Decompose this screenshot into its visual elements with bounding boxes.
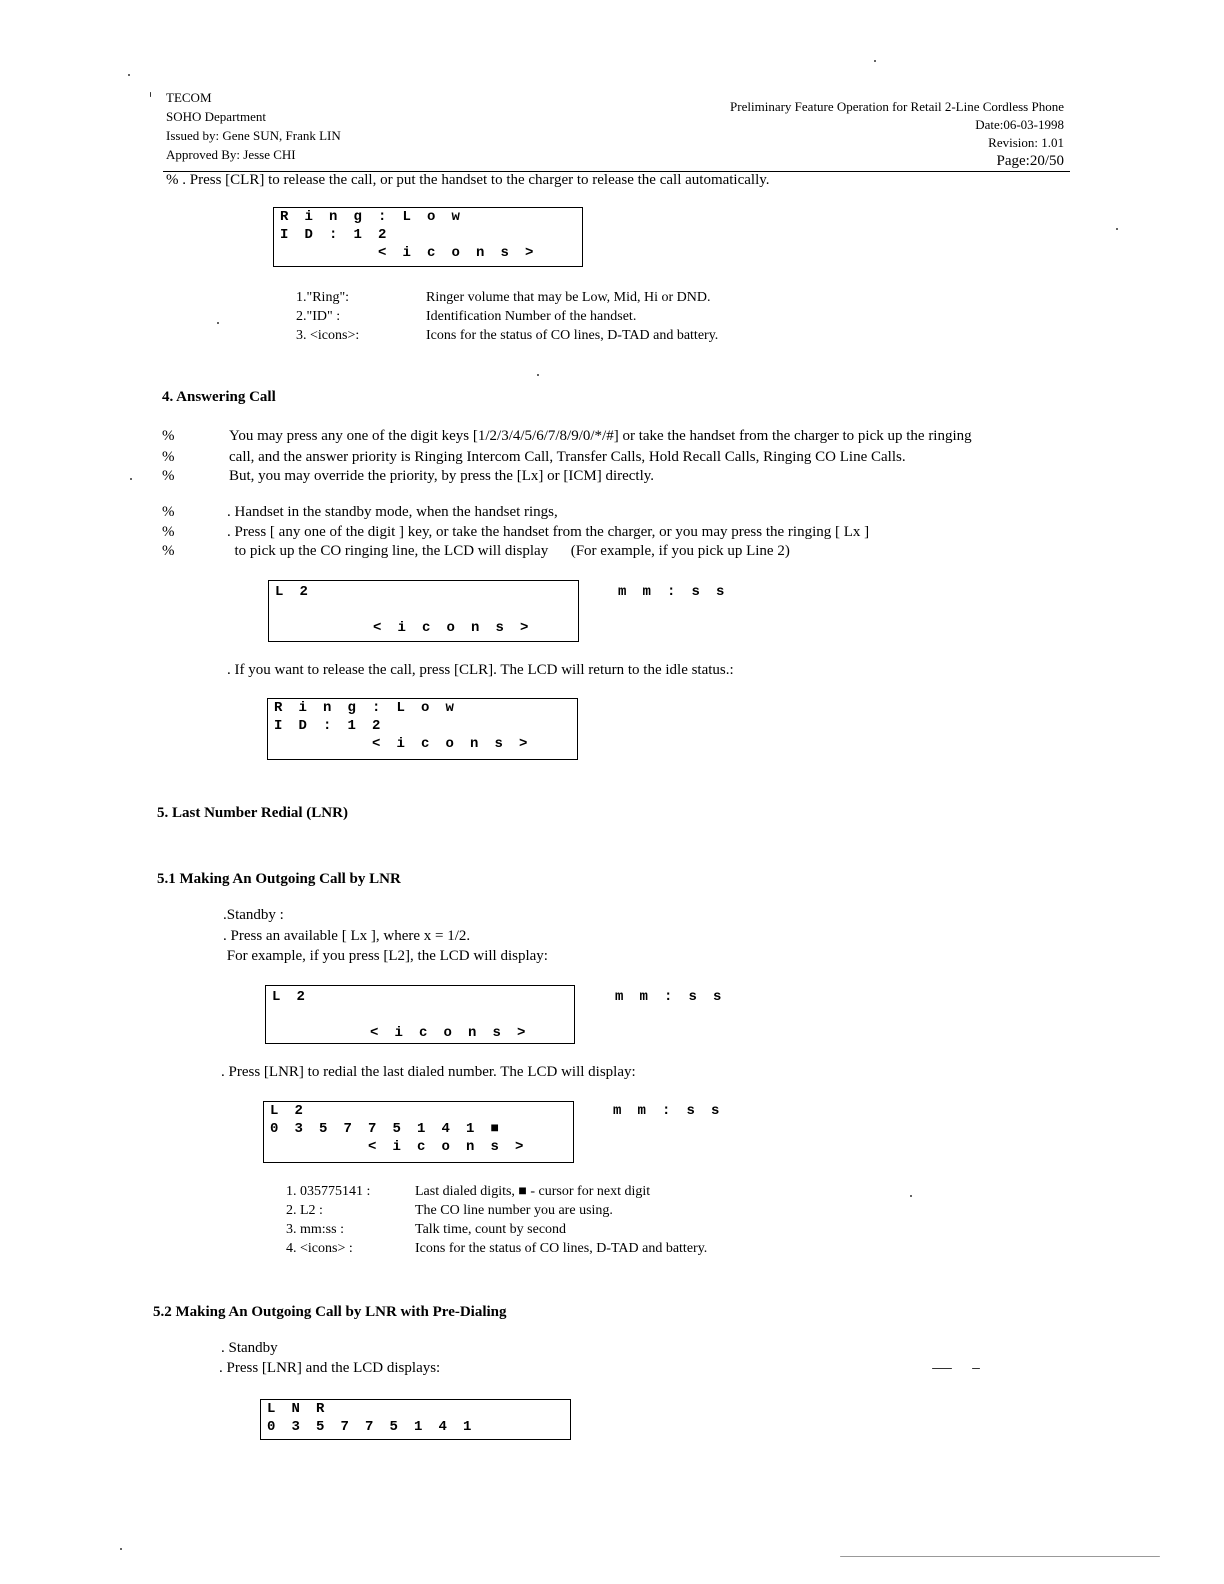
bullet-mark: % (162, 449, 175, 465)
lcd-char: c (419, 1025, 428, 1041)
lcd-char: i (392, 1139, 401, 1155)
lcd-char: 1 (466, 1121, 475, 1137)
section-heading: 5.2 Making An Outgoing Call by LNR with Pre-Dialing (153, 1304, 507, 1320)
lcd-char: o (446, 620, 455, 636)
legend-desc: Icons for the status of CO lines, D-TAD and battery. (426, 328, 719, 343)
lcd-char (274, 735, 299, 753)
legend-desc: Talk time, count by second (415, 1222, 567, 1237)
paragraph-line: call, and the answer priority is Ringing Intercom Call, Transfer Calls, Hold Recall Calls, Ringing CO Line Calls. (229, 449, 906, 465)
lcd-char: 4 (441, 1121, 450, 1137)
lcd-char: s (711, 1103, 720, 1119)
legend-term: 4. <icons> : (286, 1241, 353, 1256)
lcd-char (520, 583, 545, 601)
lcd-char: s (686, 1103, 695, 1119)
lcd-row (266, 988, 722, 1006)
lcd-char (471, 583, 496, 601)
paragraph-line: . Press an available [ Lx ], where x = 1/2. (223, 928, 471, 944)
lcd-char (493, 988, 518, 1006)
lcd-char: < (370, 1025, 379, 1041)
lcd-char: 1 (353, 227, 362, 243)
section-heading: 4. Answering Call (162, 389, 276, 405)
lcd-char: m (615, 989, 624, 1005)
lcd-char: n (468, 1025, 477, 1041)
lcd-char: n (471, 620, 480, 636)
lcd-char: < (378, 245, 387, 261)
lcd-char: o (443, 1025, 452, 1041)
scan-speck (874, 60, 876, 62)
paragraph-line: .Standby : (223, 907, 284, 923)
lcd-char: > (520, 620, 529, 636)
lcd-char: s (691, 584, 700, 600)
lcd-char: 0 (267, 1419, 276, 1435)
lcd-char (348, 735, 373, 753)
scan-speck (910, 1195, 912, 1197)
lcd-char (323, 735, 348, 753)
lcd-char (324, 583, 349, 601)
lcd-char: 0 (270, 1121, 279, 1137)
lcd-char (566, 988, 591, 1006)
lcd-char (275, 601, 300, 619)
lcd-char: 3 (294, 1121, 303, 1137)
legend-term: 2."ID" : (296, 309, 341, 324)
lcd-row (268, 699, 577, 717)
lcd-char: m (642, 584, 651, 600)
lcd-char: : (323, 718, 332, 734)
lcd-char (344, 1138, 369, 1156)
document-revision: Revision: 1.01 (988, 135, 1064, 150)
lcd-display-talk (265, 985, 722, 1044)
lcd-char: 1 (414, 1419, 423, 1435)
lcd-char (329, 244, 354, 262)
lcd-char (300, 619, 325, 637)
lcd-char: w (445, 700, 454, 716)
lcd-char: n (470, 736, 479, 752)
lcd-char: 1 (463, 1419, 472, 1435)
lcd-display-lnr (260, 1399, 571, 1440)
lcd-char: D (304, 227, 313, 243)
lcd-char (370, 988, 395, 1006)
lcd-char: i (402, 245, 411, 261)
scan-speck (537, 374, 539, 376)
lcd-char: m (637, 1103, 646, 1119)
lcd-char (270, 1138, 295, 1156)
lcd-char: : (329, 227, 338, 243)
lcd-char: N (291, 1401, 300, 1417)
lcd-char: R (316, 1401, 325, 1417)
lcd-char: o (451, 245, 460, 261)
lcd-row (264, 1138, 573, 1156)
lcd-char: c (421, 736, 430, 752)
lcd-char (299, 735, 324, 753)
scan-speck (130, 478, 132, 480)
lcd-char: : (372, 700, 381, 716)
lcd-char (564, 1102, 589, 1120)
section-heading: 5. Last Number Redial (LNR) (157, 805, 348, 821)
lcd-row (264, 1120, 573, 1138)
lcd-char: g (353, 209, 362, 225)
lcd-char: n (476, 245, 485, 261)
lcd-char (417, 1102, 442, 1120)
lcd-char (419, 988, 444, 1006)
lcd-char: c (422, 620, 431, 636)
lcd-char (569, 583, 594, 601)
lcd-char (354, 244, 379, 262)
lcd-char: : (662, 1103, 671, 1119)
lcd-char: D (298, 718, 307, 734)
lcd-display-idle (273, 207, 583, 267)
lcd-char: 7 (365, 1419, 374, 1435)
lcd-char: 2 (294, 1103, 303, 1119)
header-left (166, 88, 341, 164)
page-number: Page:20/50 (996, 153, 1064, 169)
scan-speck (120, 1548, 122, 1550)
lcd-row (266, 1006, 574, 1024)
lcd-char: m (613, 1103, 622, 1119)
lcd-char: : (664, 989, 673, 1005)
lcd-char: 5 (392, 1121, 401, 1137)
lcd-legend (296, 288, 896, 348)
lcd-char: R (280, 209, 289, 225)
lcd-char: i (394, 1025, 403, 1041)
lcd-char: n (329, 209, 338, 225)
bullet-mark: % (162, 504, 175, 520)
approved-by: Approved By: Jesse CHI (166, 147, 296, 162)
lcd-char (324, 619, 349, 637)
lcd-char: L (270, 1103, 279, 1119)
lcd-char (589, 1102, 614, 1120)
legend-desc: Last dialed digits, ■ - cursor for next digit (415, 1184, 651, 1199)
lcd-char (540, 1102, 565, 1120)
lcd-char: > (517, 1025, 526, 1041)
lcd-char: i (298, 700, 307, 716)
lcd-char (321, 1024, 346, 1042)
lcd-char: s (492, 1025, 501, 1041)
scan-speck (1116, 228, 1118, 230)
lcd-char (594, 583, 619, 601)
lcd-char (272, 1024, 297, 1042)
lcd-char (297, 1024, 322, 1042)
paragraph-line: . Press [LNR] and the LCD displays: (219, 1360, 441, 1376)
lcd-char: s (688, 989, 697, 1005)
bullet-mark: % (162, 543, 175, 559)
lcd-row (274, 208, 582, 226)
lcd-char: i (304, 209, 313, 225)
paragraph-line: But, you may override the priority, by press the [Lx] or [ICM] directly. (229, 468, 655, 484)
paragraph-line: . Handset in the standby mode, when the handset rings, (227, 504, 558, 520)
legend-term: 1."Ring": (296, 290, 350, 305)
lcd-char: s (494, 736, 503, 752)
lcd-char: L (396, 700, 405, 716)
lcd-char: 1 (347, 718, 356, 734)
lcd-row (274, 226, 582, 244)
lcd-char (349, 583, 374, 601)
legend-term: 2. L2 : (286, 1203, 323, 1218)
lcd-char: < (372, 736, 381, 752)
legend-term: 3. <icons>: (296, 328, 360, 343)
lcd-char: : (378, 209, 387, 225)
lcd-char (496, 583, 521, 601)
lcd-char (542, 988, 567, 1006)
lcd-char: < (368, 1139, 377, 1155)
lcd-char (319, 1138, 344, 1156)
lcd-char (591, 988, 616, 1006)
lcd-char: L (275, 584, 284, 600)
lcd-char: > (519, 736, 528, 752)
lcd-char: I (280, 227, 289, 243)
lcd-char (444, 988, 469, 1006)
lcd-char: 2 (372, 718, 381, 734)
lcd-char: 7 (368, 1121, 377, 1137)
lcd-char (321, 988, 346, 1006)
lcd-char: s (716, 584, 725, 600)
lcd-display-idle (267, 698, 578, 760)
lcd-char (319, 1102, 344, 1120)
lcd-char (349, 619, 374, 637)
lcd-row (274, 244, 582, 262)
lcd-char (398, 583, 423, 601)
lcd-char: : (667, 584, 676, 600)
scan-speck (217, 322, 219, 324)
lcd-char: 1 (417, 1121, 426, 1137)
lcd-char: R (274, 700, 283, 716)
header-right (730, 98, 1064, 170)
legend-desc: Identification Number of the handset. (426, 309, 637, 324)
paragraph-line: . Standby (221, 1340, 278, 1356)
lcd-char (272, 1006, 297, 1024)
lcd-char (545, 583, 570, 601)
lcd-char: i (397, 620, 406, 636)
lcd-char: w (451, 209, 460, 225)
company-name: TECOM (166, 90, 212, 105)
lcd-char: 5 (389, 1419, 398, 1435)
document-date: Date:06-03-1998 (975, 117, 1064, 132)
lcd-row (269, 601, 578, 619)
lcd-char: c (427, 245, 436, 261)
lcd-char: s (495, 620, 504, 636)
paragraph-line: . Press [ any one of the digit ] key, or take the handset from the charger, or you may press the ringing [ Lx ] (227, 524, 870, 540)
lcd-row (264, 1102, 720, 1120)
lcd-char (346, 1024, 371, 1042)
lcd-char (515, 1102, 540, 1120)
lcd-char: s (490, 1139, 499, 1155)
lcd-char: m (639, 989, 648, 1005)
lcd-display-talk (268, 580, 725, 642)
paragraph-line: to pick up the CO ringing line, the LCD will display (For example, if you pick up Line 2) (227, 543, 790, 559)
paragraph-line: For example, if you press [L2], the LCD will display: (223, 948, 548, 964)
lcd-char: L (272, 989, 281, 1005)
department: SOHO Department (166, 109, 267, 124)
lcd-char: 7 (340, 1419, 349, 1435)
lcd-char: 2 (296, 989, 305, 1005)
lcd-char: 4 (438, 1419, 447, 1435)
lcd-char (373, 583, 398, 601)
lcd-char: L (402, 209, 411, 225)
lcd-row (268, 735, 577, 753)
bullet-mark: % (162, 428, 175, 444)
paragraph-line: . Press [LNR] to redial the last dialed number. The LCD will display: (221, 1064, 636, 1080)
scan-speck (972, 1368, 980, 1369)
lcd-char: 5 (316, 1419, 325, 1435)
lcd-legend (286, 1182, 886, 1262)
paragraph-line: . If you want to release the call, press [CLR]. The LCD will return to the idle status.: (227, 662, 734, 678)
lcd-char: i (396, 736, 405, 752)
lcd-char: o (427, 209, 436, 225)
lcd-char: o (441, 1139, 450, 1155)
lcd-char: c (417, 1139, 426, 1155)
lcd-char (344, 1102, 369, 1120)
issued-by: Issued by: Gene SUN, Frank LIN (166, 128, 341, 143)
lcd-char (395, 988, 420, 1006)
lcd-char: 3 (291, 1419, 300, 1435)
section-heading: 5.1 Making An Outgoing Call by LNR (157, 871, 401, 887)
lcd-char (280, 244, 305, 262)
lcd-row (261, 1400, 570, 1418)
lcd-char: o (421, 700, 430, 716)
lcd-row (269, 619, 578, 637)
lcd-char: g (347, 700, 356, 716)
scan-speck (932, 1368, 952, 1369)
lcd-char: m (618, 584, 627, 600)
lcd-char (346, 988, 371, 1006)
lcd-char: 2 (299, 584, 308, 600)
bullet-mark: % (162, 468, 175, 484)
lcd-char (393, 1102, 418, 1120)
lcd-row (261, 1418, 570, 1436)
lcd-char: 5 (319, 1121, 328, 1137)
lcd-char: I (274, 718, 283, 734)
scan-speck (150, 92, 151, 97)
lcd-char: ■ (490, 1121, 499, 1137)
intro-line: % . Press [CLR] to release the call, or put the handset to the charger to release the call automatically. (166, 172, 770, 188)
lcd-char: > (525, 245, 534, 261)
lcd-char: s (713, 989, 722, 1005)
lcd-char (368, 1102, 393, 1120)
lcd-char (468, 988, 493, 1006)
lcd-row (266, 1024, 574, 1042)
lcd-char: n (466, 1139, 475, 1155)
lcd-char (295, 1138, 320, 1156)
lcd-char: 2 (378, 227, 387, 243)
scan-speck (128, 74, 130, 76)
lcd-char: n (323, 700, 332, 716)
legend-desc: The CO line number you are using. (415, 1203, 613, 1218)
lcd-char: < (373, 620, 382, 636)
scan-speck (840, 1556, 1160, 1557)
legend-term: 1. 035775141 : (286, 1184, 371, 1199)
lcd-char (447, 583, 472, 601)
lcd-char (466, 1102, 491, 1120)
bullet-mark: % (162, 524, 175, 540)
lcd-char (305, 244, 330, 262)
lcd-char (442, 1102, 467, 1120)
lcd-char: 7 (343, 1121, 352, 1137)
paragraph-line: You may press any one of the digit keys [1/2/3/4/5/6/7/8/9/0/*/#] or take the handset from the charger to pick up the ringing (229, 428, 972, 444)
lcd-char (275, 619, 300, 637)
lcd-char: o (445, 736, 454, 752)
legend-desc: Ringer volume that may be Low, Mid, Hi or DND. (426, 290, 711, 305)
lcd-char: s (500, 245, 509, 261)
lcd-char (422, 583, 447, 601)
legend-desc: Icons for the status of CO lines, D-TAD and battery. (415, 1241, 708, 1256)
lcd-char: L (267, 1401, 276, 1417)
lcd-char (491, 1102, 516, 1120)
lcd-char (517, 988, 542, 1006)
lcd-display-redial (263, 1101, 720, 1163)
lcd-char: > (515, 1139, 524, 1155)
document-title: Preliminary Feature Operation for Retail 2-Line Cordless Phone (730, 99, 1064, 114)
lcd-row (268, 717, 577, 735)
lcd-row (269, 583, 725, 601)
legend-term: 3. mm:ss : (286, 1222, 344, 1237)
